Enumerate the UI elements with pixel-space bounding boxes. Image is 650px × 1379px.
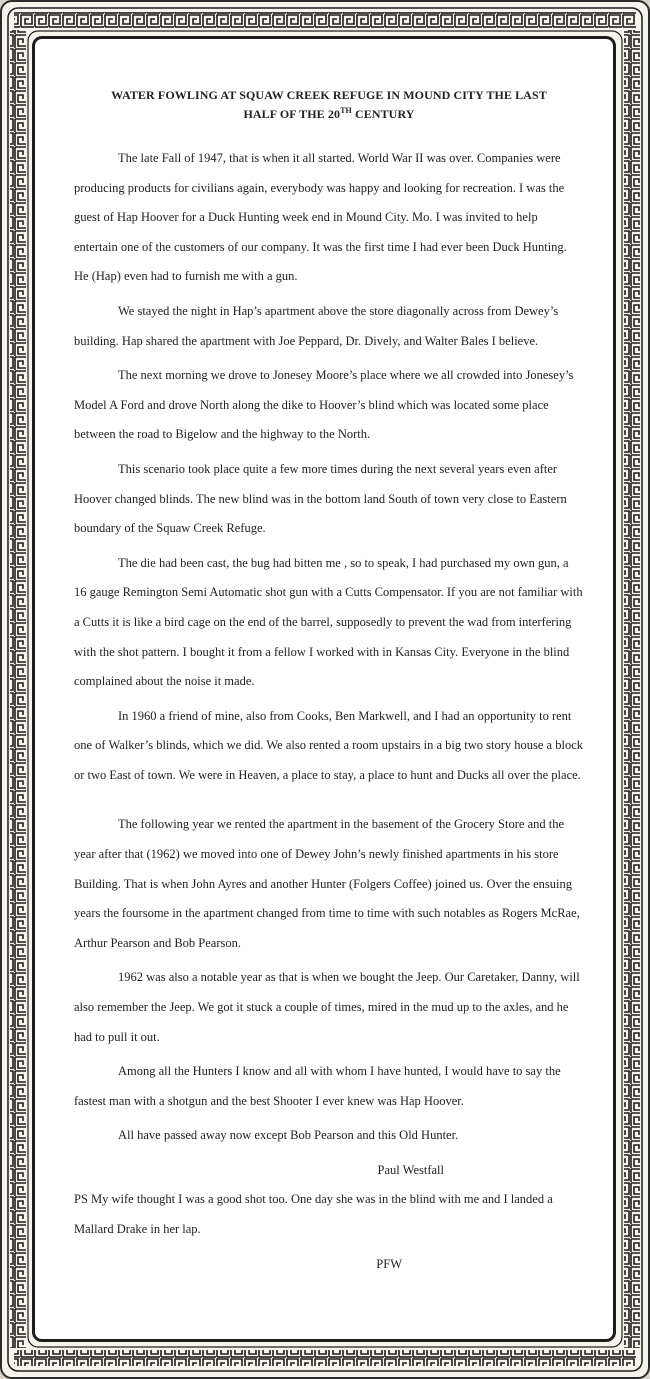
paragraph-6: In 1960 a friend of mine, also from Cooks, Ben Markwell, and I had an opportunity to rent one of Walker’s blinds, which we did. We also rented a room upstairs in a big two story house a block or two East of town. We were in Heaven, a place to stay, a place to hunt and Ducks all over the place. [74,708,584,782]
border-bottom [14,1350,636,1366]
paragraph-5: The die had been cast, the bug had bitten me , so to speak, I had purchased my own gun, a 16 gauge Remington Semi Automatic shot gun with a Cutts Compensator. If you are not familiar with a Cutts it is like a bird cage on the end of the barrel, supposedly to prevent the wad from interfering with the shot pattern. I bought it from a fellow I worked with in Kansas City. Everyone in the blind complained about the noise it made. [74,555,583,689]
title-line-2: HALF OF THE 20 [243,107,341,121]
title-superscript: TH [340,106,352,115]
border-top [14,12,636,28]
postscript: PS My wife thought I was a good shot too. One day she was in the blind with me and I landed a Mallard Drake in her lap. [74,1192,553,1236]
border-left [10,30,26,1348]
paragraph-7: The following year we rented the apartment in the basement of the Grocery Store and the year after that (1962) we moved into one of Dewey John’s newly finished apartments in his store Building. That is when John Ayres and another Hunter (Folgers Coffee) joined us. Over the ensuing years the foursome in the apartment changed from time to time with such notables as Rogers McRae, Arthur Pearson and Bob Pearson. [74,817,580,950]
title-line-2-end: CENTURY [351,107,415,121]
paragraph-8: 1962 was also a notable year as that is when we bought the Jeep. Our Caretaker, Danny, will also remember the Jeep. We got it stuck a couple of times, mired in the mud up to the axles, and he had to pull it out. [74,970,580,1044]
paragraph-2: We stayed the night in Hap’s apartment above the store diagonally across from Dewey’s building. Hap shared the apartment with Joe Peppard, Dr. Dively, and Walter Bales I believe. [74,303,559,348]
paragraph-3: The next morning we drove to Jonesey Moore’s place where we all crowded into Jonesey’s Model A Ford and drove North along the dike to Hoover’s blind which was located some place between the road to Bigelow and the highway to the North. [74,368,574,442]
signature: Paul Westfall [377,1163,444,1177]
initials: PFW [376,1257,402,1272]
title-line-1: WATER FOWLING AT SQUAW CREEK REFUGE IN MOUND CITY THE LAST [111,88,547,102]
paragraph-1: The late Fall of 1947, that is when it all started. World War II was over. Companies were producing products for civilians again, everybody was happy and looking for recreation. I was the guest of Hap Hoover for a Duck Hunting week end in Mound City. Mo. I was invited to help entertain one of the customers of our company. It was the first time I had ever been Duck Hunting. He (Hap) even had to furnish me with a gun. [74,151,567,284]
border-right [624,30,640,1348]
document-body [74,88,584,1279]
paragraph-9: Among all the Hunters I know and all with whom I have hunted, I would have to say the fastest man with a shotgun and the best Shooter I ever knew was Hap Hoover. [74,1064,561,1108]
paragraph-4: This scenario took place quite a few more times during the next several years even after Hoover changed blinds. The new blind was in the bottom land South of town very close to Eastern boundary of the Squaw Creek Refuge. [74,461,567,536]
document-title [74,88,584,122]
paragraph-10: All have passed away now except Bob Pearson and this Old Hunter. [118,1128,459,1143]
